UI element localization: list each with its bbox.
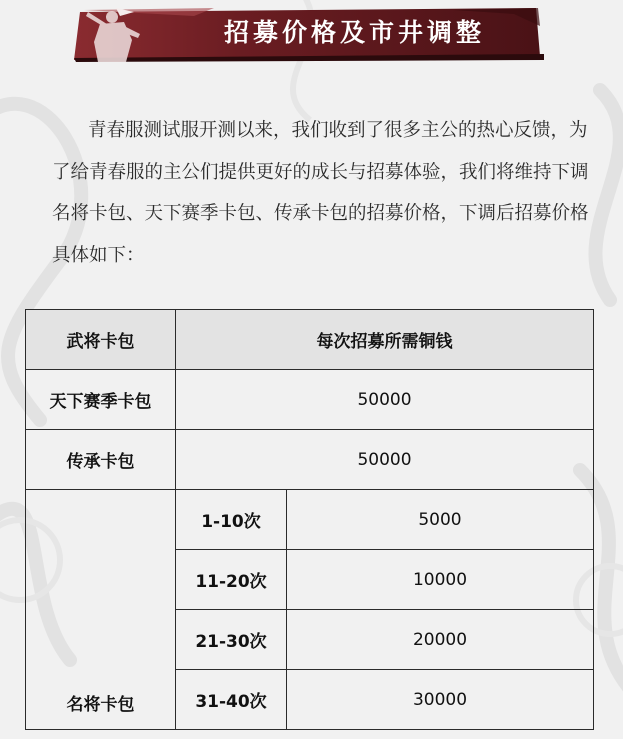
- tier-range: 1-10次: [176, 490, 287, 550]
- table-header-row: [26, 310, 594, 370]
- table-row: [26, 370, 594, 430]
- tier-price: 20000: [287, 610, 594, 670]
- pack-name-famous: 名将卡包: [26, 490, 176, 730]
- tier-price: 5000: [287, 490, 594, 550]
- pack-price: 50000: [176, 430, 594, 490]
- pack-price: 50000: [176, 370, 594, 430]
- price-table: [25, 309, 594, 730]
- column-header-price: 每次招募所需铜钱: [176, 310, 594, 370]
- intro-paragraph: 青春服测试服开测以来，我们收到了很多主公的热心反馈，为了给青春服的主公们提供更好的成长与招募体验，我们将维持下调名将卡包、天下赛季卡包、传承卡包的招募价格，下调后招募价格具体如下：: [52, 120, 589, 266]
- table-row: [26, 430, 594, 490]
- tier-price: 10000: [287, 550, 594, 610]
- tier-range: 11-20次: [176, 550, 287, 610]
- tier-price: 30000: [287, 670, 594, 730]
- table-row: [26, 490, 594, 550]
- banner-title: 招募价格及市井调整: [224, 18, 486, 47]
- title-banner: [74, 6, 544, 62]
- column-header-pack: 武将卡包: [26, 310, 176, 370]
- warrior-silhouette-icon: [80, 6, 144, 64]
- pack-name: 天下赛季卡包: [26, 370, 176, 430]
- tier-range: 31-40次: [176, 670, 287, 730]
- tier-range: 21-30次: [176, 610, 287, 670]
- pack-name: 传承卡包: [26, 430, 176, 490]
